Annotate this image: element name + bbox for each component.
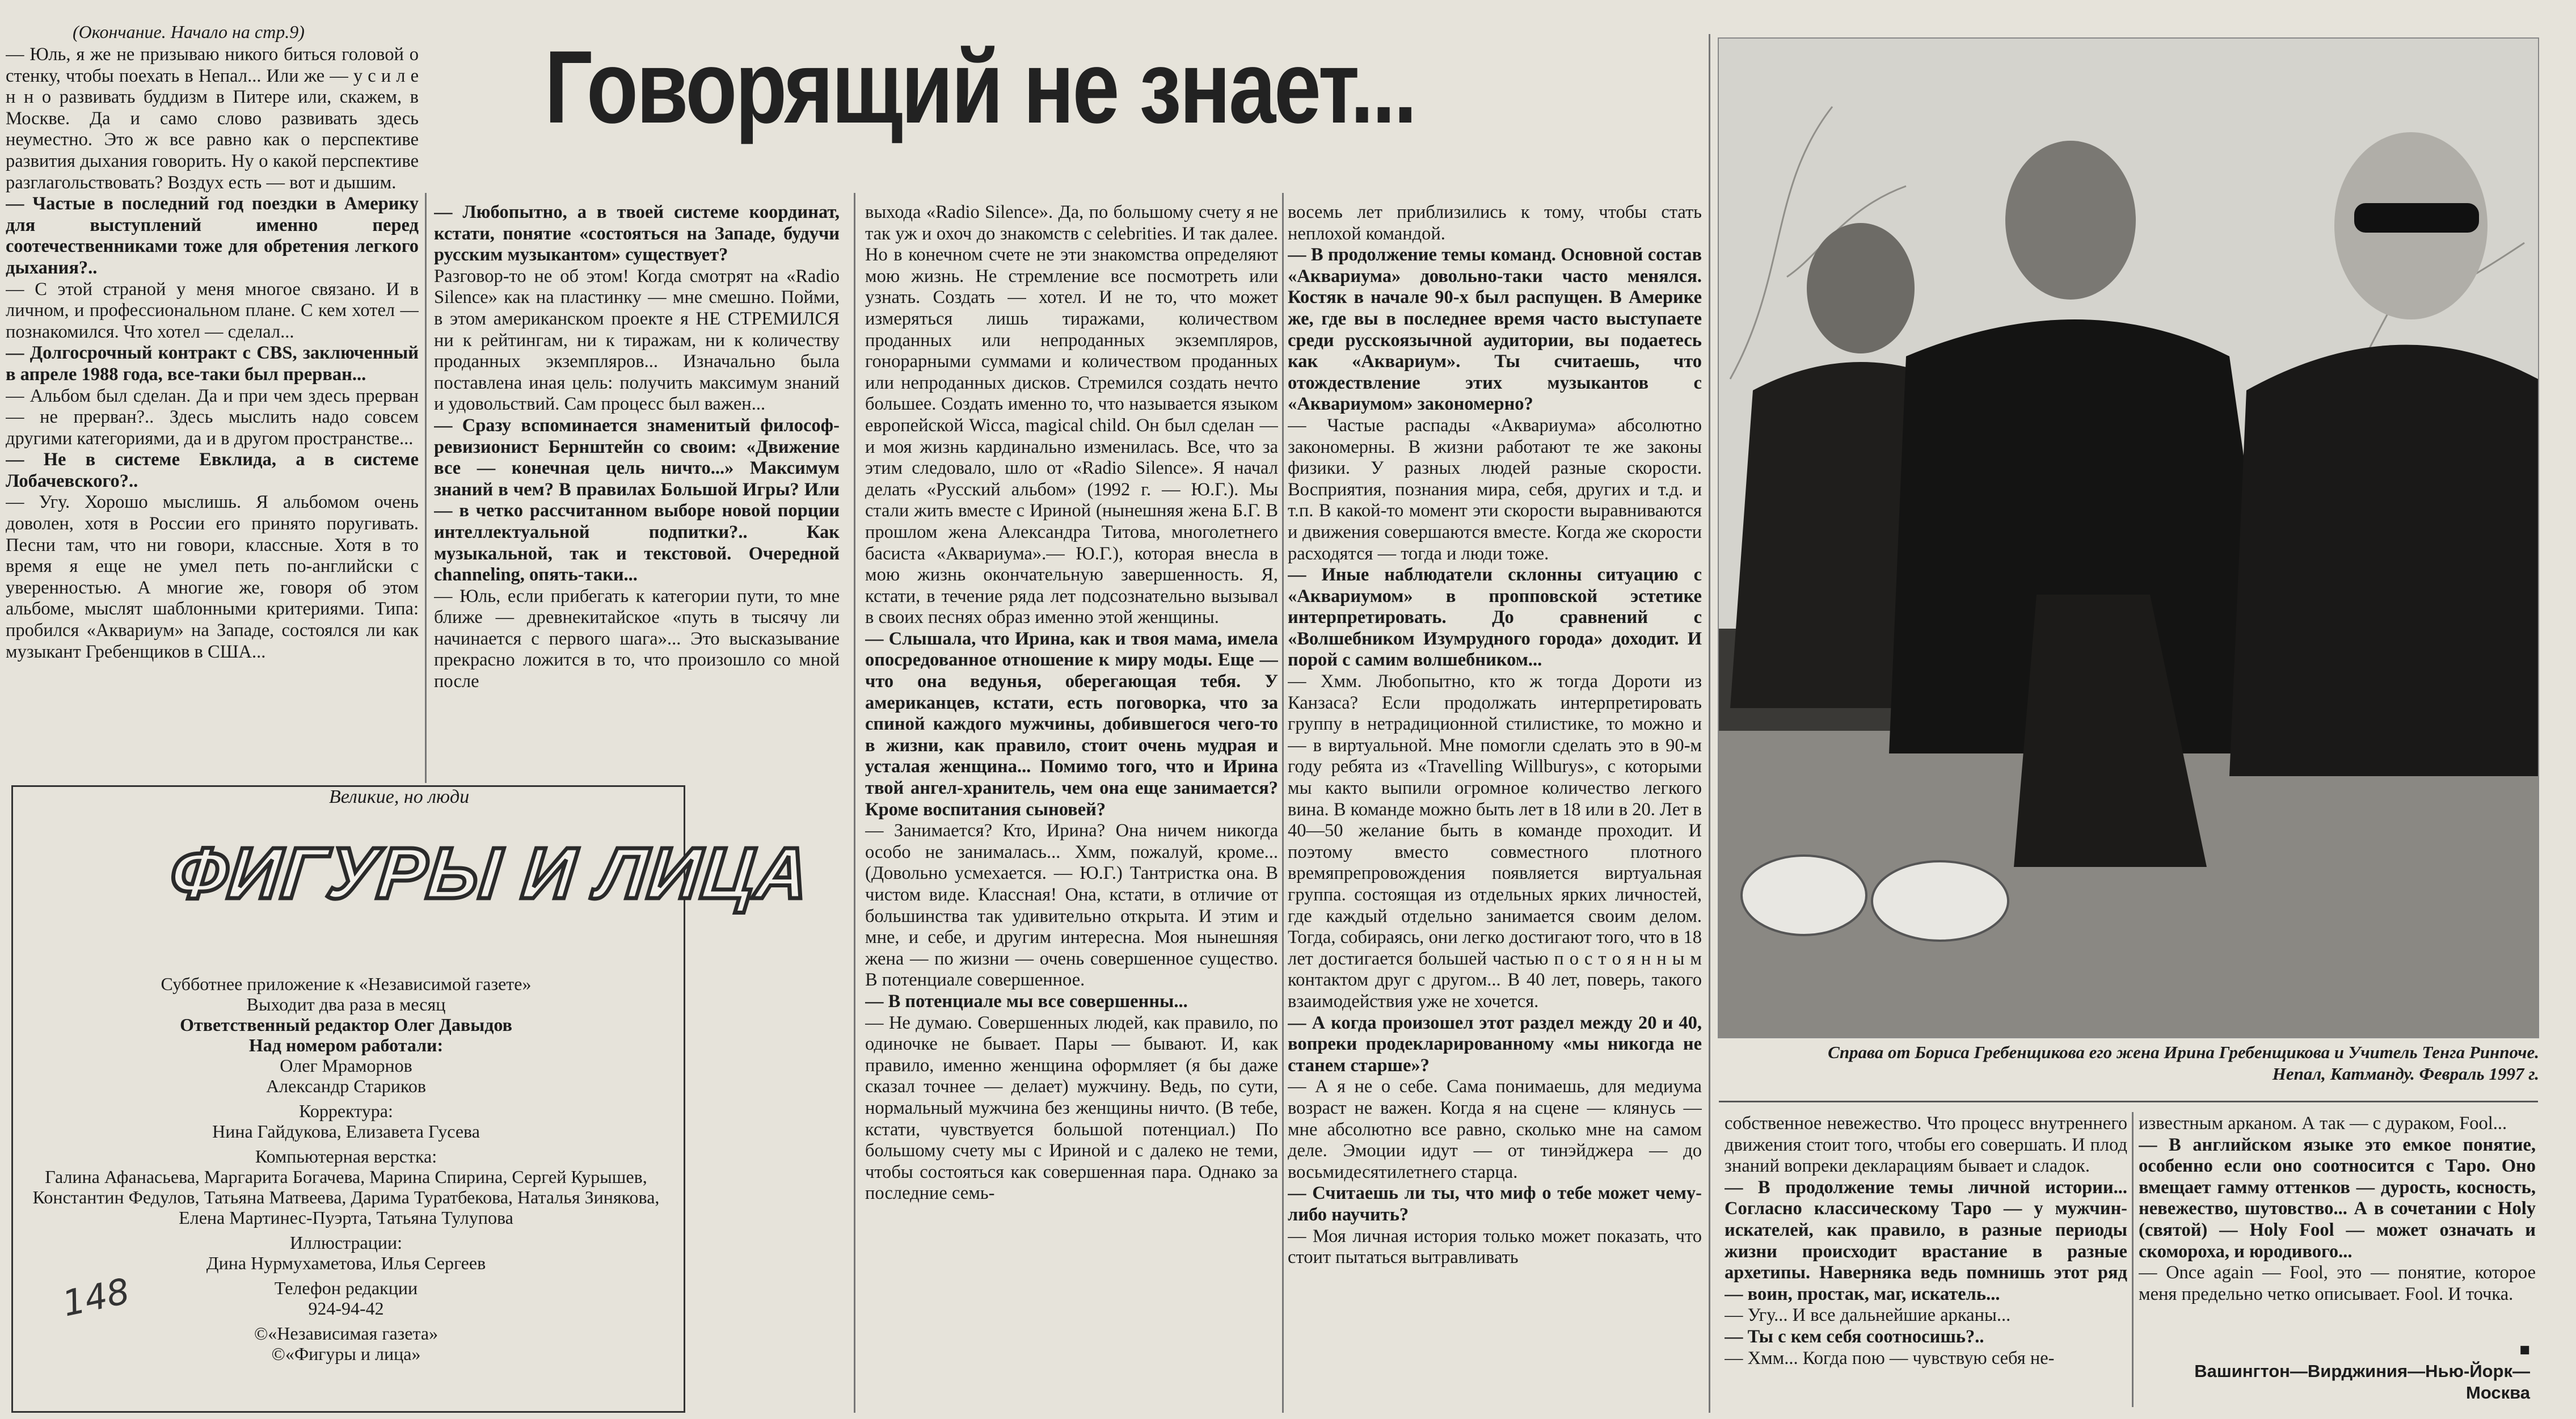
interviewer-question: — В английском языке это емкое понятие, особенно если оно соотносится с Таро. Оно вмещает гамму оттенков — дурость, косность, невежество, шутовство... А в сочетании с Holy (святой) — Holy Fool — может означать и скомороха, и юродивого...: [2139, 1134, 2536, 1262]
interviewer-question: — Слышала, что Ирина, как и твоя мама, имела опосредованное отношение к миру моды. Еще — что она ведунья, оберегающая тебя. У американцев, кстати, есть поговорка, что за спиной каждого мужчины, добившегося чего-то в жизни, как правило, стоит очень мудрая и усталая женщина... Помимо того, что и Ирина твой ангел-хранитель, чем она еще занимается? Кроме воспитания сыновей?: [865, 628, 1278, 820]
end-mark: ■: [2519, 1340, 2530, 1359]
interview-answer: Разговор-то не об этом! Когда смотрят на «Radio Silence» как на пластинку — мне смешно. Пойми, в этом американском проекте я НЕ СТРЕМИЛСЯ ни к рейтингам, ни к тиражам, ни к количеству проданных экземпляров... Изначально была поставлена иная цель: получить максимум знаний и удовольствий. Сам процесс был важен...: [434, 266, 840, 415]
dateline-places: [2133, 1339, 2530, 1404]
supplement-masthead-logo: ФИГУРЫ И ЛИЦА: [166, 833, 814, 914]
interviewer-question: — Не в системе Евклида, а в системе Лобачевского?..: [6, 449, 419, 491]
caption-line-2: Непал, Катманду. Февраль 1997 г.: [2272, 1064, 2539, 1084]
interviewer-question: — В продолжение темы личной истории... Согласно классическому Таро — у мужчин-искателей, как правило, в разные периоды жизни происходит врастание в разные архетипы. Наверняка ведь помнишь этот ряд — воин, простак, маг, искатель...: [1725, 1177, 2127, 1304]
copyright-1: ©«Независимая газета»: [254, 1323, 439, 1344]
caption-line-1: Справа от Бориса Гребенщикова его жена Ирина Гребенщикова и Учитель Тенга Ринпоче.: [1828, 1042, 2539, 1062]
interview-answer: — Хмм... Когда пою — чувствую себя не-: [1725, 1348, 2055, 1369]
article-column-5: [1725, 1113, 2127, 1411]
interviewer-question: — В продолжение темы команд. Основной состав «Аквариума» довольно-таки часто менялся. Костяк в начале 90-х был распущен. В Америке же, где вы в последнее время часто выступаете среди русскоязычной аудитории, вы подаетесь как «Аквариум». Ты считаешь, что отождествление этих музыкантов с «Аквариумом» закономерно?: [1288, 245, 1702, 415]
places-line-2: Москва: [2466, 1383, 2530, 1403]
interview-answer: — Не думаю. Совершенных людей, как правило, по одиночке не бывает. Пары — бывают. И, как правило, именно женщина оформляет (я бы даже сказал точнее — делает) мужчину. Ведь, по сути, нормальный мужчина без женщины ничто. (В тебе, кстати, чувствуется большой потенциал.) По большому счету мы с Ириной и с далеко не теми, чтобы состояться как совершенная пара. Однако за последние семь-: [865, 1012, 1278, 1204]
places-line-1: Вашингтон—Вирджиния—Нью-Йорк—: [2194, 1361, 2530, 1381]
photo-bottom-rule: [1719, 1101, 2538, 1102]
column-rule: [1709, 34, 1710, 1413]
interview-answer: выхода «Radio Silence». Да, по большому счету я не так уж и охоч до знакомств с celebrities. И так далее. Но в конечном счете не эти знакомства определяют мою жизнь. Не стремление все посмотреть или узнать. Создать — хотел. И не то, что может измеряться лишь тиражами, количеством проданных или непроданных экземпляров, гонорарными суммами и количеством проданных или непроданных дисков. Стремился создать нечто большее. Создать именно то, что называется языком европейской Wicca, magical child. Он был сделан — и моя жизнь кардинально изменилась. Все, что за этим следовало, шло от «Radio Silence». Я начал делать «Русский альбом» (1992 г. — Ю.Г.). Мы стали жить вместе с Ириной (нынешняя жена Б.Г. В прошлом жена Александра Титова, многолетнего басиста «Аквариума».— Ю.Г.), которая внесла в мою жизнь окончательную завершенность. Я, кстати, в течение ряда лет подсознательно вызывал в своих песнях образ именно этой женщины.: [865, 202, 1278, 628]
interview-answer: — Занимается? Кто, Ирина? Она ничем никогда особо не занималась... Хмм, пожалуй, кроме... (Довольно усмехается. — Ю.Г.) Тантристка она. В чистом виде. Классная! Она, кстати, в отличие от большинства так удивительно открыта. И этим и мне, и себе, и другим интересна. Моя нынешняя жена — по жизни — очень совершенное существо. В потенциале совершенное.: [865, 820, 1278, 991]
photo-band-portrait: [1718, 37, 2539, 1038]
photo-image: [1719, 39, 2538, 1037]
illus-heading: Иллюстрации:: [290, 1232, 402, 1253]
illus-names: Дина Нурмухаметова, Илья Сергеев: [206, 1253, 486, 1273]
article-column-2: [434, 202, 840, 784]
article-column-6: [2139, 1113, 2536, 1340]
layout-heading: Компьютерная верстка:: [255, 1146, 437, 1167]
interviewer-question: — Долгосрочный контракт с CBS, заключенный в апреле 1988 года, все-таки был прерван...: [6, 343, 419, 385]
worked-heading: Над номером работали:: [248, 1035, 444, 1055]
column-rule: [425, 193, 427, 783]
interview-answer: — С этой страной у меня многое связано. И в личном, и профессиональном плане. С кем хотел — познакомился. Что хотел — сделал...: [6, 279, 419, 342]
layout-names-3: Елена Мартинес-Пуэрта, Татьяна Тулупова: [179, 1207, 513, 1228]
worked-names-2: Александр Стариков: [266, 1076, 426, 1096]
article-column-1: [6, 44, 419, 782]
worked-names-1: Олег Мраморнов: [280, 1055, 412, 1076]
interviewer-question: — Сразу вспоминается знаменитый философ-ревизионист Бернштейн со своим: «Движение все — конечная цель ничто...» Максимум знаний в чем? В правилах Большой Игры? Или — в четко рассчитанном выборе новой порции интеллектуальной подпитки?.. Как музыкальной, так и текстовой. Очередной channeling, опять-таки...: [434, 415, 840, 586]
supplement-about-1: Субботнее приложение к «Независимой газете»: [161, 974, 532, 994]
interview-answer: — Частые распады «Аквариума» абсолютно закономерны. В жизни работают те же законы физики. У разных людей разные скорости. Восприятия, познания мира, себя, других и т.д. и т.п. В какой-то момент эти скорости выравниваются и движения совершаются вместе. Когда же скорости расходятся — тогда и люди тоже.: [1288, 415, 1702, 564]
interview-answer: — А я не о себе. Сама понимаешь, для медиума возраст не важен. Когда я на сцене — клянусь — мне абсолютно все равно, сколько мне на самом деле. Эмоции идут — от тинэйджера — до восьмидесятилетнего старца.: [1288, 1076, 1702, 1182]
photo-caption: [1725, 1042, 2539, 1085]
interview-answer: собственное невежество. Что процесс внутреннего движения стоит того, чтобы его совершать. И плод знаний вопреки декларациям бывает и сладок.: [1725, 1113, 2127, 1177]
interviewer-question: — Частые в последний год поездки в Америку для выступлений именно перед соотечественниками тоже для обретения легкого дыхания?..: [6, 193, 419, 278]
phone-heading: Телефон редакции: [274, 1278, 418, 1298]
interviewer-question: — В потенциале мы все совершенны...: [865, 991, 1188, 1012]
proof-heading: Корректура:: [299, 1101, 393, 1121]
interview-answer: известным арканом. А так — с дураком, Fool...: [2139, 1113, 2507, 1134]
interview-answer: восемь лет приблизились к тому, чтобы стать неплохой командой.: [1288, 202, 1702, 244]
column-rule: [1282, 193, 1284, 1413]
layout-names-1: Галина Афанасьева, Маргарита Богачева, Марина Спирина, Сергей Курышев,: [45, 1167, 647, 1187]
article-column-3: [865, 202, 1278, 1410]
interviewer-question: — Ты с кем себя соотносишь?..: [1725, 1326, 1984, 1347]
headline: Говорящий не знает...: [545, 29, 1415, 145]
supplement-about-2: Выходит два раза в месяц: [246, 994, 446, 1014]
supplement-tagline: Великие, но люди: [329, 786, 470, 807]
layout-names-2: Константин Федулов, Татьяна Матвеева, Дарима Туратбекова, Наталья Зинякова,: [32, 1187, 660, 1207]
handwritten-page-number: 148: [58, 1270, 133, 1325]
column-rule: [854, 193, 855, 1413]
interviewer-question: — Любопытно, а в твоей системе координат, кстати, понятие «состояться на Западе, будучи русским музыкантом» существует?: [434, 202, 840, 266]
interview-answer: — Юль, если прибегать к категории пути, то мне ближе — древнекитайское «путь в тысячу ли начинается с первого шага»... Это высказывание прекрасно ложится в то, что произошло со мной после: [434, 586, 840, 692]
proof-names: Нина Гайдукова, Елизавета Гусева: [212, 1121, 480, 1142]
interviewer-question: — Иные наблюдатели склонны ситуацию с «Аквариумом» в пропповской эстетике интерпретировать. До сравнений с «Волшебником Изумрудного города» доходит. И порой с самим волшебником...: [1288, 565, 1702, 671]
interview-answer: — Моя личная история только может показать, что стоит пытаться вытравливать: [1288, 1226, 1702, 1268]
interview-answer: — Once again — Fool, это — понятие, которое меня предельно четко описывает. Fool. И точка.: [2139, 1262, 2536, 1304]
interview-answer: — Юль, я же не призываю никого биться головой о стенку, чтобы поехать в Непал... Или же — у с и л е н н о развивать буддизм в Питере или, скажем, в Москве. Да и само слово развивать здесь неуместно. Это ж все равно как о перспективе развития дыхания говорить. Ну о какой перспективе разглагольствовать? Воздух есть — вот и дышим.: [6, 44, 419, 193]
interviewer-question: — А когда произошел этот раздел между 20 и 40, вопреки продекларированному «мы никогда не станем старше»?: [1288, 1012, 1702, 1076]
phone-number: 924-94-42: [308, 1298, 384, 1319]
article-column-4: [1288, 202, 1702, 1410]
interviewer-question: — Считаешь ли ты, что миф о тебе может чему-либо научить?: [1288, 1183, 1702, 1225]
interview-answer: — Альбом был сделан. Да и при чем здесь прерван — не прерван?.. Здесь мыслить надо совсем другими категориями, да и в другом пространстве...: [6, 385, 419, 449]
interview-answer: — Хмм. Любопытно, кто ж тогда Дороти из Канзаса? Если продолжать интерпретировать группу в нетрадиционной стилистике, то можно и — в виртуальной. Мне помогли сделать это в 90-м году ребята из «Travelling Willburys», с которыми мы както выпили огромное количество легкого вина. В команде можно быть лет в 18 или в 20. Лет в 40—50 желание быть в команде проходит. И поэтому вместо совместного плотного времяпрепровождения появляется виртуальная группа. состоящая из отдельных ярких личностей, где каждый отдельно занимается своим делом. Тогда, собираясь, они легко достигают того, что в 18 лет достигается большей частью п о с т о я н н ы м контактом друг с другом... В 40 лет, поверь, такого взаимодействия уже не хочется.: [1288, 671, 1702, 1012]
copyright-2: ©«Фигуры и лица»: [271, 1344, 421, 1364]
responsible-editor: Ответственный редактор Олег Давыдов: [180, 1014, 512, 1035]
interview-answer: — Угу. Хорошо мыслишь. Я альбомом очень доволен, хотя в России его принято поругивать. Песни там, что ни говори, классные. Хотя в то время я еще не умел петь по-английски с уверенностью. А многие же, говоря об этом альбоме, мыслят шаблонными критериями. Типа: пробился «Аквариум» на Западе, состоялся ли как музыкант Гребенщиков в США...: [6, 492, 419, 662]
continuation-note: (Окончание. Начало на стр.9): [73, 22, 305, 42]
interview-answer: — Угу... И все дальнейшие арканы...: [1725, 1305, 2011, 1326]
